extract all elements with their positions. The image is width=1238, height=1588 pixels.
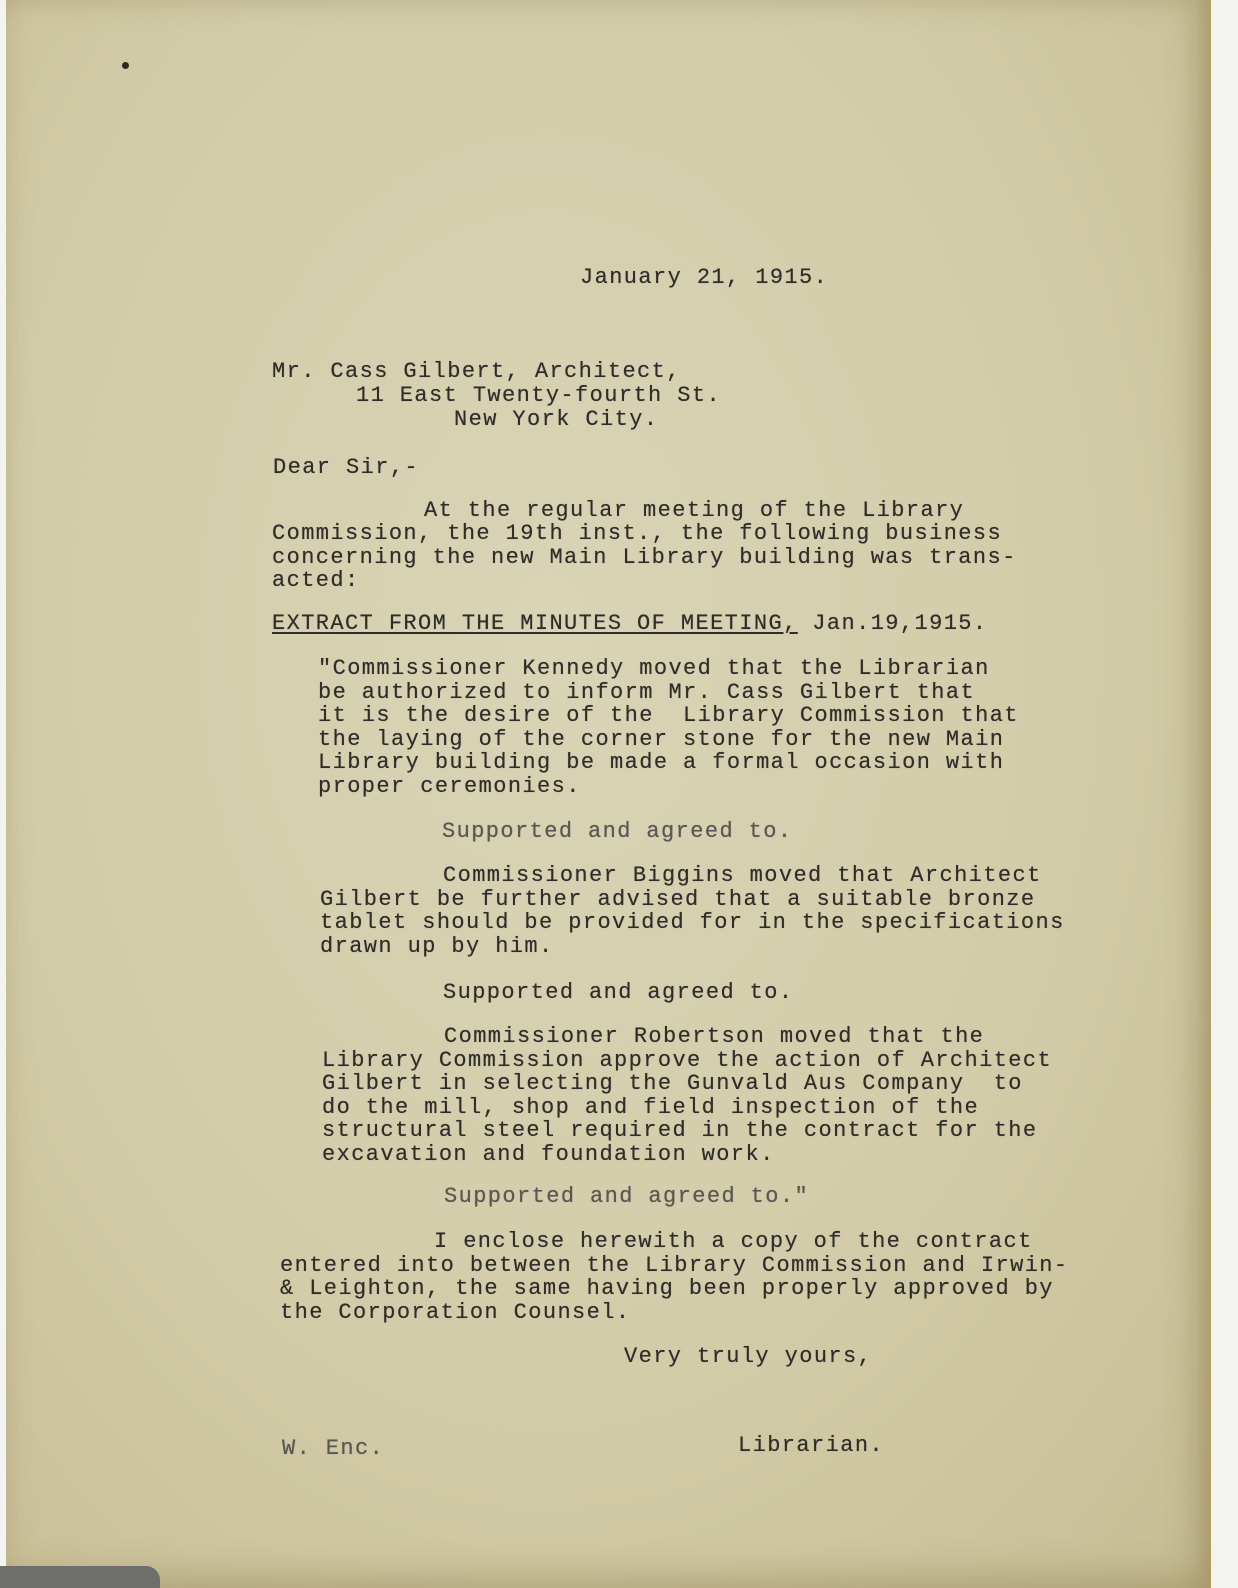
scanner-edge <box>0 1566 160 1588</box>
agreed-1: Supported and agreed to. <box>442 819 793 844</box>
enclosure-line: entered into between the Library Commission and Irwin- <box>280 1253 1069 1278</box>
enclosure-line: the Corporation Counsel. <box>280 1300 631 1325</box>
motion-3-line: Commissioner Robertson moved that the <box>444 1024 985 1049</box>
motion-1-line: "Commissioner Kennedy moved that the Librarian <box>318 656 990 681</box>
agreed-3: Supported and agreed to." <box>444 1184 810 1209</box>
intro-line: acted: <box>272 568 360 593</box>
ink-speck <box>122 62 129 69</box>
recipient-line-1: Mr. Cass Gilbert, Architect, <box>272 359 681 384</box>
extract-heading <box>272 612 988 636</box>
motion-3-line: Library Commission approve the action of Architect <box>322 1048 1053 1073</box>
motion-1-line: it is the desire of the Library Commission that <box>318 703 1019 728</box>
motion-2-line: tablet should be provided for in the specifications <box>320 910 1065 935</box>
motion-1-line: proper ceremonies. <box>318 774 581 799</box>
intro-line: concerning the new Main Library building was trans- <box>272 545 1017 570</box>
enclosure-line: I enclose herewith a copy of the contract <box>434 1229 1033 1254</box>
motion-3-line: do the mill, shop and field inspection of the <box>322 1095 980 1120</box>
page-edge-shadow <box>1197 0 1211 1588</box>
intro-line: Commission, the 19th inst., the following business <box>272 521 1003 546</box>
motion-3-line: structural steel required in the contract for the <box>322 1118 1038 1143</box>
motion-2-line: Gilbert be further advised that a suitable bronze <box>320 887 1036 912</box>
motion-1-line: be authorized to inform Mr. Cass Gilbert that <box>318 680 976 705</box>
motion-3-line: excavation and foundation work. <box>322 1142 775 1167</box>
letter-page <box>6 0 1211 1588</box>
enclosure-initials: W. Enc. <box>282 1436 385 1461</box>
intro-line: At the regular meeting of the Library <box>424 498 965 523</box>
motion-2-line: Commissioner Biggins moved that Architect <box>443 863 1042 888</box>
signature-title: Librarian. <box>738 1433 885 1458</box>
agreed-2: Supported and agreed to. <box>443 980 794 1005</box>
recipient-line-3: New York City. <box>454 407 659 432</box>
recipient-line-2: 11 East Twenty-fourth St. <box>356 383 722 408</box>
enclosure-line: & Leighton, the same having been properly approved by <box>280 1276 1054 1301</box>
salutation: Dear Sir,- <box>273 455 420 480</box>
letter-date: January 21, 1915. <box>580 265 829 290</box>
extract-heading-title: EXTRACT FROM THE MINUTES OF MEETING, <box>272 611 798 636</box>
motion-3-line: Gilbert in selecting the Gunvald Aus Company to <box>322 1071 1023 1096</box>
extract-heading-date: Jan.19,1915. <box>797 611 988 636</box>
closing: Very truly yours, <box>624 1344 873 1369</box>
motion-1-line: the laying of the corner stone for the new Main <box>318 727 1005 752</box>
motion-1-line: Library building be made a formal occasion with <box>318 750 1005 775</box>
motion-2-line: drawn up by him. <box>320 934 554 959</box>
